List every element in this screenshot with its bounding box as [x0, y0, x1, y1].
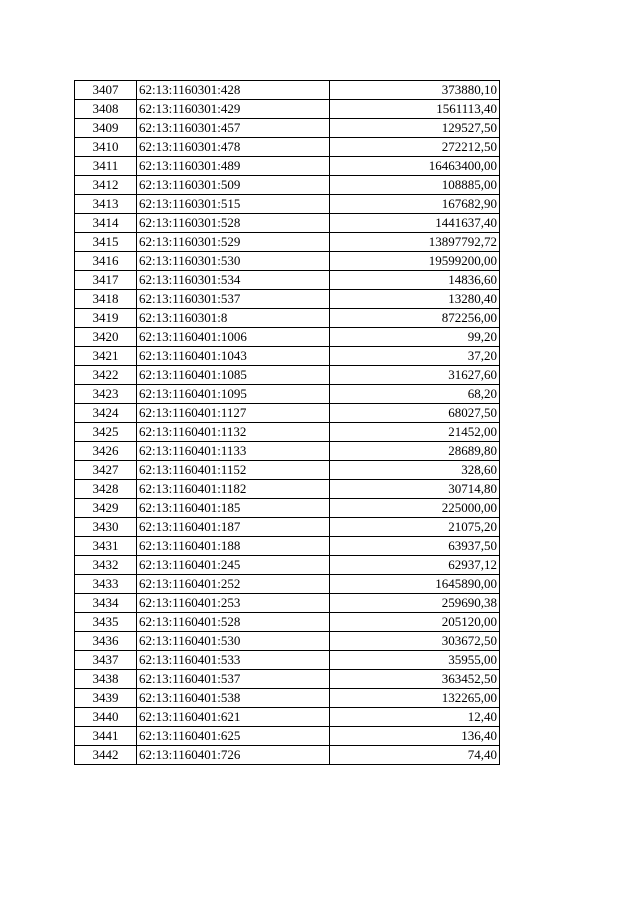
table-row [75, 290, 500, 309]
row-number-cell: 3426 [75, 442, 137, 461]
cadastral-number-cell: 62:13:1160401:1133 [137, 442, 330, 461]
table-row [75, 404, 500, 423]
cadastral-number-cell: 62:13:1160401:1043 [137, 347, 330, 366]
value-cell: 373880,10 [330, 81, 500, 100]
table-body [75, 81, 500, 765]
value-cell: 12,40 [330, 708, 500, 727]
table-row [75, 727, 500, 746]
cadastral-number-cell: 62:13:1160301:509 [137, 176, 330, 195]
row-number-cell: 3433 [75, 575, 137, 594]
cadastral-number-cell: 62:13:1160401:188 [137, 537, 330, 556]
table-row [75, 442, 500, 461]
value-cell: 132265,00 [330, 689, 500, 708]
cadastral-number-cell: 62:13:1160401:252 [137, 575, 330, 594]
value-cell: 303672,50 [330, 632, 500, 651]
table-row [75, 537, 500, 556]
row-number-cell: 3439 [75, 689, 137, 708]
cadastral-number-cell: 62:13:1160301:529 [137, 233, 330, 252]
table-row [75, 689, 500, 708]
table-row [75, 271, 500, 290]
value-cell: 136,40 [330, 727, 500, 746]
table-row [75, 176, 500, 195]
table-row [75, 347, 500, 366]
value-cell: 1645890,00 [330, 575, 500, 594]
cadastral-number-cell: 62:13:1160401:621 [137, 708, 330, 727]
table-row [75, 309, 500, 328]
cadastral-number-cell: 62:13:1160301:428 [137, 81, 330, 100]
table-row [75, 613, 500, 632]
cadastral-number-cell: 62:13:1160401:1132 [137, 423, 330, 442]
value-cell: 28689,80 [330, 442, 500, 461]
cadastral-number-cell: 62:13:1160401:1127 [137, 404, 330, 423]
value-cell: 21075,20 [330, 518, 500, 537]
cadastral-number-cell: 62:13:1160401:625 [137, 727, 330, 746]
value-cell: 16463400,00 [330, 157, 500, 176]
row-number-cell: 3414 [75, 214, 137, 233]
row-number-cell: 3428 [75, 480, 137, 499]
cadastral-number-cell: 62:13:1160401:187 [137, 518, 330, 537]
cadastral-number-cell: 62:13:1160301:530 [137, 252, 330, 271]
table-row [75, 157, 500, 176]
row-number-cell: 3430 [75, 518, 137, 537]
table-row [75, 594, 500, 613]
cadastral-number-cell: 62:13:1160301:429 [137, 100, 330, 119]
value-cell: 30714,80 [330, 480, 500, 499]
row-number-cell: 3415 [75, 233, 137, 252]
row-number-cell: 3423 [75, 385, 137, 404]
row-number-cell: 3420 [75, 328, 137, 347]
row-number-cell: 3417 [75, 271, 137, 290]
cadastral-number-cell: 62:13:1160401:726 [137, 746, 330, 765]
value-cell: 363452,50 [330, 670, 500, 689]
row-number-cell: 3434 [75, 594, 137, 613]
value-cell: 205120,00 [330, 613, 500, 632]
row-number-cell: 3424 [75, 404, 137, 423]
table-row [75, 518, 500, 537]
value-cell: 99,20 [330, 328, 500, 347]
value-cell: 272212,50 [330, 138, 500, 157]
table-row [75, 100, 500, 119]
cadastral-number-cell: 62:13:1160401:185 [137, 499, 330, 518]
cadastral-number-cell: 62:13:1160401:1182 [137, 480, 330, 499]
value-cell: 68027,50 [330, 404, 500, 423]
value-cell: 74,40 [330, 746, 500, 765]
row-number-cell: 3412 [75, 176, 137, 195]
value-cell: 63937,50 [330, 537, 500, 556]
cadastral-number-cell: 62:13:1160301:534 [137, 271, 330, 290]
row-number-cell: 3440 [75, 708, 137, 727]
value-cell: 328,60 [330, 461, 500, 480]
value-cell: 13897792,72 [330, 233, 500, 252]
cadastral-number-cell: 62:13:1160401:253 [137, 594, 330, 613]
row-number-cell: 3435 [75, 613, 137, 632]
value-cell: 108885,00 [330, 176, 500, 195]
table-row [75, 138, 500, 157]
table-row [75, 195, 500, 214]
table-row [75, 252, 500, 271]
table-row [75, 119, 500, 138]
value-cell: 19599200,00 [330, 252, 500, 271]
cadastral-number-cell: 62:13:1160301:528 [137, 214, 330, 233]
row-number-cell: 3419 [75, 309, 137, 328]
row-number-cell: 3431 [75, 537, 137, 556]
cadastral-number-cell: 62:13:1160401:537 [137, 670, 330, 689]
table-row [75, 461, 500, 480]
row-number-cell: 3410 [75, 138, 137, 157]
cadastral-number-cell: 62:13:1160401:1085 [137, 366, 330, 385]
cadastral-number-cell: 62:13:1160401:533 [137, 651, 330, 670]
row-number-cell: 3411 [75, 157, 137, 176]
cadastral-number-cell: 62:13:1160301:478 [137, 138, 330, 157]
table-row [75, 746, 500, 765]
table-row [75, 575, 500, 594]
table-row [75, 385, 500, 404]
cadastral-number-cell: 62:13:1160301:8 [137, 309, 330, 328]
table-row [75, 214, 500, 233]
cadastral-value-table [74, 80, 500, 765]
value-cell: 14836,60 [330, 271, 500, 290]
value-cell: 225000,00 [330, 499, 500, 518]
table-row [75, 708, 500, 727]
table-row [75, 423, 500, 442]
value-cell: 37,20 [330, 347, 500, 366]
row-number-cell: 3427 [75, 461, 137, 480]
row-number-cell: 3418 [75, 290, 137, 309]
cadastral-number-cell: 62:13:1160301:537 [137, 290, 330, 309]
cadastral-number-cell: 62:13:1160401:528 [137, 613, 330, 632]
table-row [75, 328, 500, 347]
value-cell: 13280,40 [330, 290, 500, 309]
table-row [75, 233, 500, 252]
row-number-cell: 3429 [75, 499, 137, 518]
table-row [75, 480, 500, 499]
row-number-cell: 3441 [75, 727, 137, 746]
value-cell: 68,20 [330, 385, 500, 404]
row-number-cell: 3408 [75, 100, 137, 119]
value-cell: 1441637,40 [330, 214, 500, 233]
cadastral-number-cell: 62:13:1160401:1152 [137, 461, 330, 480]
cadastral-number-cell: 62:13:1160301:515 [137, 195, 330, 214]
row-number-cell: 3416 [75, 252, 137, 271]
row-number-cell: 3422 [75, 366, 137, 385]
table-row [75, 366, 500, 385]
value-cell: 167682,90 [330, 195, 500, 214]
table-row [75, 651, 500, 670]
value-cell: 129527,50 [330, 119, 500, 138]
row-number-cell: 3407 [75, 81, 137, 100]
table-row [75, 81, 500, 100]
row-number-cell: 3438 [75, 670, 137, 689]
row-number-cell: 3432 [75, 556, 137, 575]
row-number-cell: 3413 [75, 195, 137, 214]
row-number-cell: 3437 [75, 651, 137, 670]
table-row [75, 632, 500, 651]
row-number-cell: 3421 [75, 347, 137, 366]
cadastral-number-cell: 62:13:1160401:538 [137, 689, 330, 708]
value-cell: 35955,00 [330, 651, 500, 670]
row-number-cell: 3442 [75, 746, 137, 765]
cadastral-number-cell: 62:13:1160401:1006 [137, 328, 330, 347]
value-cell: 872256,00 [330, 309, 500, 328]
table-row [75, 670, 500, 689]
cadastral-number-cell: 62:13:1160301:457 [137, 119, 330, 138]
row-number-cell: 3409 [75, 119, 137, 138]
value-cell: 259690,38 [330, 594, 500, 613]
table-row [75, 499, 500, 518]
cadastral-number-cell: 62:13:1160401:245 [137, 556, 330, 575]
value-cell: 1561113,40 [330, 100, 500, 119]
value-cell: 21452,00 [330, 423, 500, 442]
row-number-cell: 3425 [75, 423, 137, 442]
cadastral-number-cell: 62:13:1160401:1095 [137, 385, 330, 404]
cadastral-number-cell: 62:13:1160401:530 [137, 632, 330, 651]
cadastral-number-cell: 62:13:1160301:489 [137, 157, 330, 176]
value-cell: 62937,12 [330, 556, 500, 575]
value-cell: 31627,60 [330, 366, 500, 385]
table-row [75, 556, 500, 575]
row-number-cell: 3436 [75, 632, 137, 651]
